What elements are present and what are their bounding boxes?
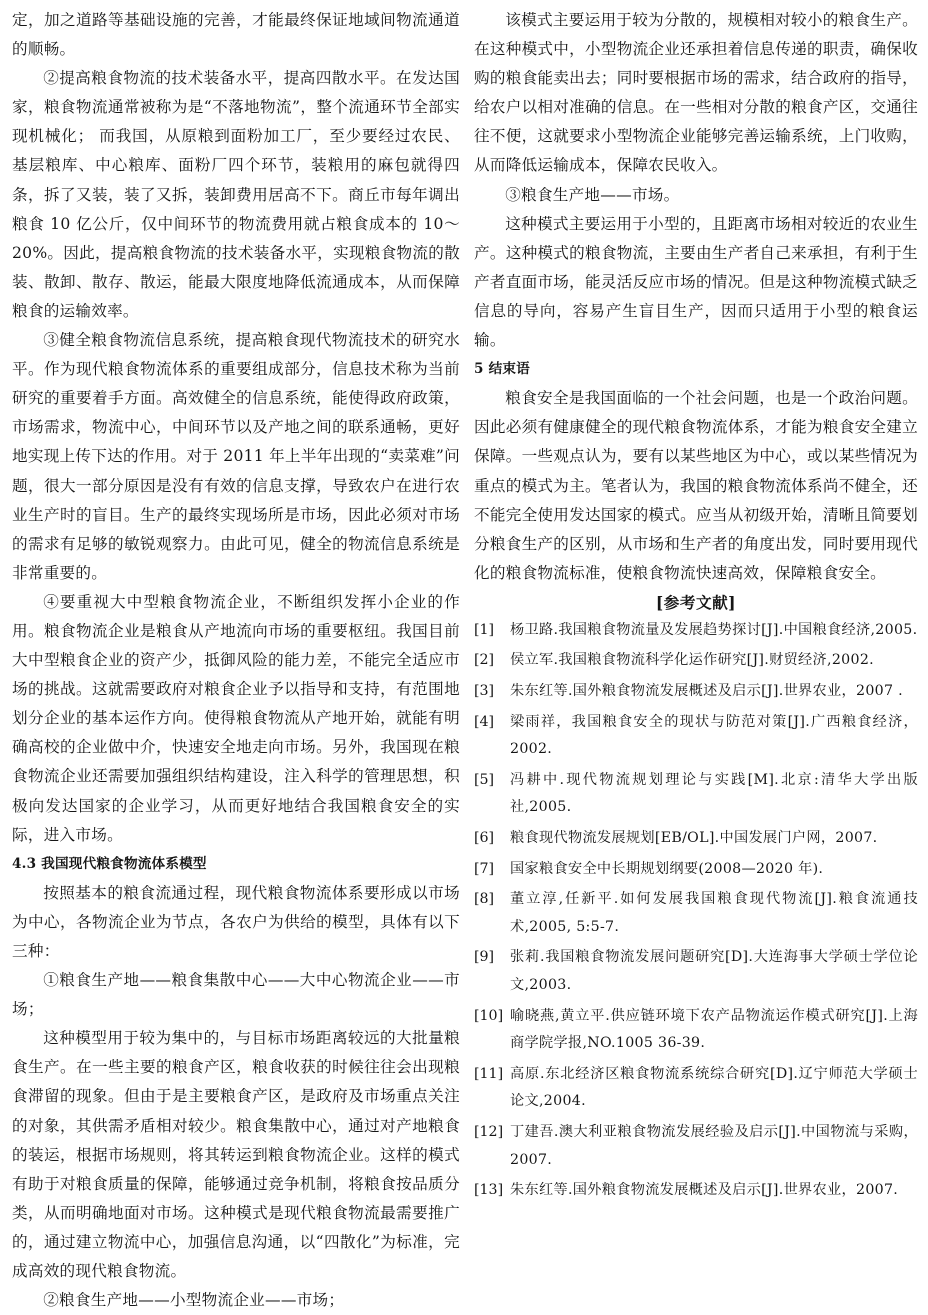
reference-number: [7] — [474, 860, 495, 877]
reference-item — [474, 617, 918, 645]
left-column — [12, 6, 460, 1315]
reference-number: [10] — [474, 1007, 504, 1024]
reference-number: [8] — [474, 891, 495, 908]
paragraph-logistics-enterprises: ④要重视大中型粮食物流企业，不断组织发挥小企业的作用。粮食物流企业是粮食从产地流向市场的重要枢纽。我国目前大中型粮食企业的资产少，抵御风险的能力差，不能完全适应市场的挑战。这就需要政府对粮食企业予以指导和支持，有范围地划分企业的基本运作方向。使得粮食物流从产地开始，就能有明确高校的企业做中介，快速安全地走向市场。另外，我国现在粮食物流企业还需要加强组织结构建设，注入科学的管理思想，积极向发达国家的企业学习，从而更好地结合我国粮食安全的实际，进入市场。 — [12, 592, 460, 844]
references-heading: [参考文献] — [655, 592, 737, 612]
paragraph-continuation: 定，加之道路等基础设施的完善，才能最终保证地域间物流通道的顺畅。 — [12, 11, 460, 59]
reference-item — [474, 1003, 918, 1058]
reference-text: 冯耕中.现代物流规划理论与实践[M].北京:清华大学出版社,2005. — [510, 771, 918, 816]
reference-text: 高原.东北经济区粮食物流系统综合研究[D].辽宁师范大学硕士论文,2004. — [510, 1065, 918, 1110]
reference-item — [474, 1061, 918, 1116]
paragraph-model-2-desc: 该模式主要运用于较为分散的，规模相对较小的粮食生产。在这种模式中，小型物流企业还承担着信息传递的职责，确保收购的粮食能卖出去；同时要根据市场的需求，结合政府的指导，给农户以相对准确的信息。在一些相对分散的粮食产区，交通往往不便，这就要求小型物流企业能够完善运输系统，上门收购，从而降低运输成本，保障农民收入。 — [474, 11, 918, 175]
right-column — [474, 6, 918, 1208]
paragraph-info-system: ③健全粮食物流信息系统，提高粮食现代物流技术的研究水平。作为现代粮食物流体系的重要组成部分，信息技术称为当前研究的重要着手方面。高效健全的信息系统，能使得政府政策，市场需求，物流中心，中间环节以及产地之间的联系通畅，更好地实现上传下达的作用。对于 2011 年上半年出现的“卖菜难”问题，很大一部分原因是没有有效的信息支撑，导致农户在进行农业生产时的盲目。生产的最终实现场所是市场，因此必须对市场的需求有足够的敏锐观察力。由此可见，健全的物流信息系统是非常重要的。 — [12, 331, 460, 582]
reference-number: [2] — [474, 652, 495, 669]
reference-text: 朱东红等.国外粮食物流发展概述及启示[J].世界农业，2007. — [510, 1182, 899, 1199]
reference-number: [5] — [474, 771, 495, 788]
reference-number: [6] — [474, 830, 495, 847]
reference-item — [474, 678, 918, 706]
section-heading-4-3: 4.3 我国现代粮食物流体系模型 — [12, 855, 207, 872]
paragraph-model-intro: 按照基本的粮食流通过程，现代粮食物流体系要形成以市场为中心，各物流企业为节点，各农户为供给的模型，具体有以下三种： — [12, 883, 460, 960]
reference-number: [3] — [474, 683, 495, 700]
reference-number: [9] — [474, 949, 495, 966]
paragraph-tech-equipment: ②提高粮食物流的技术装备水平，提高四散水平。在发达国家，粮食物流通常被称为是“不落地物流”，整个流通环节全部实现机械化； 而我国，从原粮到面粉加工厂，至少要经过农民、基层粮库、中心粮库、面粉厂四个环节，装粮用的麻包就得四条，拆了又装，装了又拆，装卸费用居高不下。商丘市每年调出粮食 10 亿公斤，仅中间环节的物流费用就占粮食成本的 10～20%。因此，提高粮食物流的技术装备水平，实现粮食物流的散装、散卸、散存、散运，能最大限度地降低流通成本，从而保障粮食的运输效率。 — [12, 69, 460, 320]
reference-text: 丁建吾.澳大利亚粮食物流发展经验及启示[J].中国物流与采购，2007. — [510, 1123, 918, 1168]
reference-number: [1] — [474, 621, 495, 638]
paragraph-model-3-title: ③粮食生产地——市场。 — [505, 185, 680, 204]
reference-list — [474, 617, 918, 1205]
reference-item — [474, 1119, 918, 1174]
reference-text: 侯立军.我国粮食物流科学化运作研究[J].财贸经济,2002. — [510, 652, 874, 669]
reference-item — [474, 767, 918, 822]
reference-item — [474, 856, 918, 884]
paragraph-model-1-title: ①粮食生产地——粮食集散中心——大中心物流企业——市场； — [12, 971, 460, 1019]
section-heading-5: 5 结束语 — [474, 361, 530, 378]
reference-item — [474, 944, 918, 999]
reference-text: 国家粮食安全中长期规划纲要(2008—2020 年). — [510, 860, 824, 877]
reference-text: 喻晓燕,黄立平.供应链环境下农产品物流运作模式研究[J].上海商学院学报,NO.1005 36-39. — [510, 1007, 918, 1052]
reference-number: [4] — [474, 713, 495, 730]
reference-item — [474, 647, 918, 675]
reference-text: 粮食现代物流发展规划[EB/OL].中国发展门户网，2007. — [510, 830, 878, 847]
reference-item — [474, 886, 918, 941]
reference-text: 张莉.我国粮食物流发展问题研究[D].大连海事大学硕士学位论文,2003. — [510, 949, 918, 993]
reference-number: [13] — [474, 1182, 504, 1199]
reference-text: 梁雨祥，我国粮食安全的现状与防范对策[J].广西粮食经济，2002. — [510, 713, 918, 758]
paragraph-model-1-desc: 这种模型用于较为集中的，与目标市场距离较远的大批量粮食生产。在一些主要的粮食产区，粮食收获的时候往往会出现粮食滞留的现象。但由于是主要粮食产区，是政府及市场重点关注的对象，其供需矛盾相对较少。粮食集散中心，通过对产地粮食的装运，根据市场规则，将其转运到粮食物流企业。这样的模式有助于对粮食质量的保障，能够通过竞争机制，将粮食按品质分类，从而明确地面对市场。这种模式是现代粮食物流最需要推广的，通过建立物流中心，加强信息沟通，以“四散化”为标准，完成高效的现代粮食物流。 — [12, 1029, 460, 1281]
reference-text: 杨卫路.我国粮食物流量及发展趋势探讨[J].中国粮食经济,2005. — [510, 621, 918, 638]
reference-number: [12] — [474, 1123, 504, 1140]
paragraph-model-2-title: ②粮食生产地——小型物流企业——市场； — [43, 1291, 345, 1310]
reference-text: 董立淳,任新平.如何发展我国粮食现代物流[J].粮食流通技术,2005, 5:5-7. — [510, 891, 918, 935]
reference-item — [474, 709, 918, 764]
reference-item — [474, 1177, 918, 1205]
reference-item — [474, 825, 918, 853]
paragraph-model-3-desc: 这种模式主要运用于小型的，且距离市场相对较近的农业生产。这种模式的粮食物流，主要由生产者自己来承担，有利于生产者直面市场，能灵活反应市场的情况。但是这种物流模式缺乏信息的导向，容易产生盲目生产，因而只适用于小型的粮食运输。 — [474, 214, 918, 350]
paragraph-conclusion: 粮食安全是我国面临的一个社会问题，也是一个政治问题。因此必须有健康健全的现代粮食物流体系，才能为粮食安全建立保障。一些观点认为，要有以某些地区为中心，或以某些情况为重点的模式为主。笔者认为，我国的粮食物流体系尚不健全，还不能完全使用发达国家的模式。应当从初级开始，清晰且简要划分粮食生产的区别，从市场和生产者的角度出发，同时要用现代化的粮食物流标准，使粮食物流快速高效，保障粮食安全。 — [474, 389, 918, 582]
reference-number: [11] — [474, 1065, 504, 1082]
reference-text: 朱东红等.国外粮食物流发展概述及启示[J].世界农业，2007 . — [510, 683, 903, 700]
